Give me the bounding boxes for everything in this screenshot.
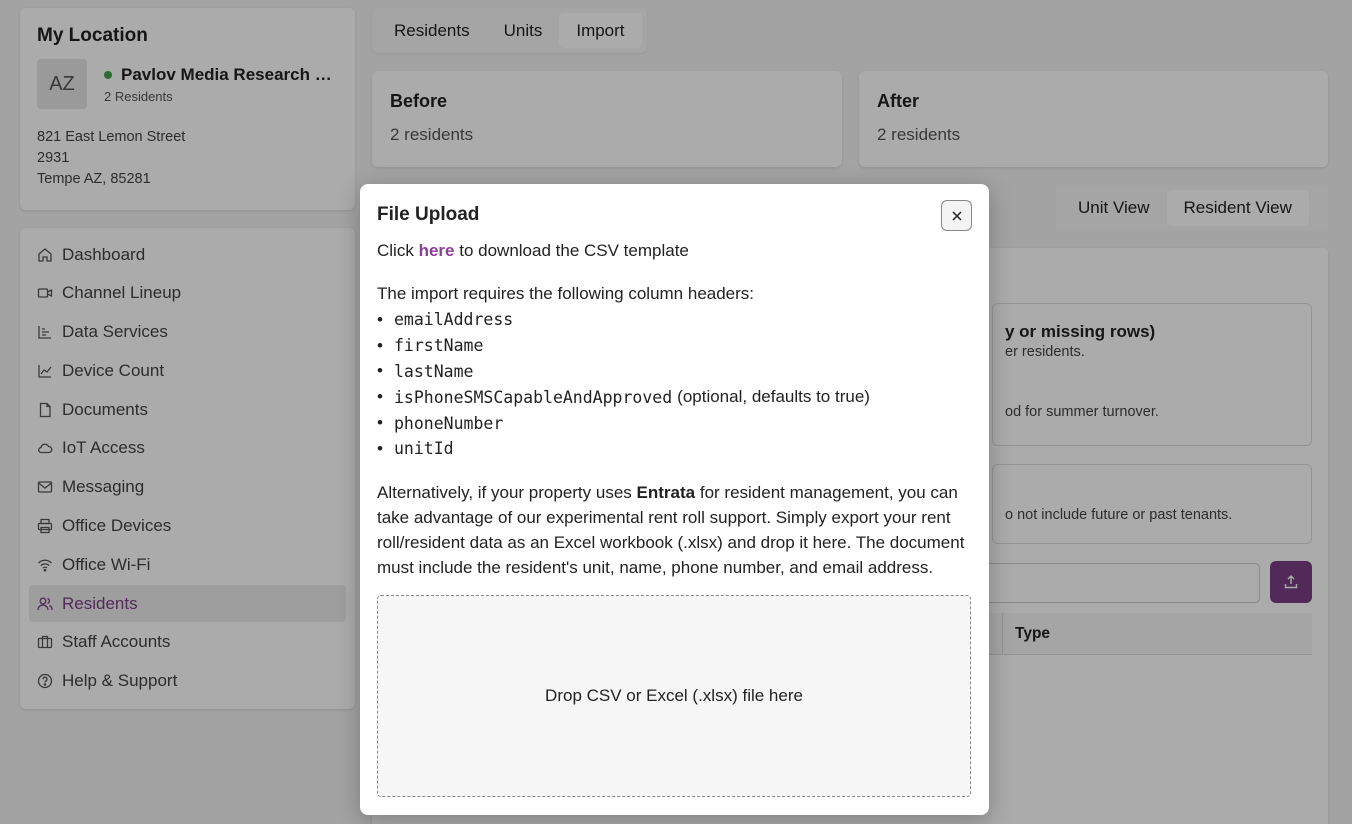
column-header-list: [377, 307, 972, 462]
sidebar-item-label: Residents: [62, 593, 138, 613]
unit-view-button[interactable]: Unit View: [1078, 198, 1150, 217]
sidebar-item-label: Office Devices: [62, 516, 172, 536]
list-item: • isPhoneSMSCapableAndApproved (optional, defaults to true): [377, 387, 870, 407]
location-name[interactable]: Pavlov Media Research a...: [121, 64, 338, 84]
close-icon: [951, 210, 963, 222]
close-button[interactable]: [941, 200, 972, 231]
after-value: 2 residents: [877, 125, 961, 144]
list-item: • phoneNumber: [377, 413, 504, 433]
sidebar-item-label: IoT Access: [62, 438, 145, 458]
file-upload-modal: [360, 184, 989, 815]
list-item: • firstName: [377, 335, 484, 356]
dropzone-label: Drop CSV or Excel (.xlsx) file here: [545, 686, 803, 705]
address-line: 2931: [37, 150, 70, 166]
download-prefix: Click: [377, 241, 414, 260]
tab-import[interactable]: Import: [559, 13, 641, 48]
info-text: er residents.: [1005, 344, 1085, 360]
column-name: phoneNumber: [394, 413, 504, 433]
before-value: 2 residents: [390, 125, 474, 144]
list-item: • lastName: [377, 361, 474, 381]
column-name: firstName: [394, 336, 484, 356]
sidebar-item-label: Messaging: [62, 477, 145, 497]
entrata-prefix: Alternatively, if your property uses: [377, 482, 632, 502]
avatar: AZ: [37, 59, 87, 109]
sidebar-item-label: Channel Lineup: [62, 283, 182, 303]
info-text: od for summer turnover.: [1005, 404, 1159, 420]
entrata-brand: Entrata: [636, 482, 696, 502]
before-title: Before: [390, 91, 448, 111]
after-title: After: [877, 91, 920, 111]
requirements-intro: The import requires the following column headers:: [377, 284, 755, 303]
sidebar-item-label: Staff Accounts: [62, 632, 171, 652]
sidebar-item-label: Office Wi-Fi: [62, 554, 151, 574]
address-line: 821 East Lemon Street: [37, 129, 186, 145]
download-suffix: to download the CSV template: [459, 241, 689, 260]
column-name: isPhoneSMSCapableAndApproved: [394, 387, 673, 407]
resident-count: 2 Residents: [104, 88, 173, 104]
info-heading: y or missing rows): [1005, 322, 1156, 341]
list-item: • unitId: [377, 438, 454, 459]
sidebar-item-label: Help & Support: [62, 671, 178, 691]
download-template-line: [377, 238, 972, 263]
tab-units[interactable]: Units: [503, 21, 543, 40]
info-text: o not include future or past tenants.: [1005, 507, 1233, 523]
sidebar-item-label: Dashboard: [62, 244, 146, 264]
address-line: Tempe AZ, 85281: [37, 171, 151, 187]
tab-residents[interactable]: Residents: [394, 21, 470, 40]
list-item: • emailAddress: [377, 309, 514, 330]
column-name: lastName: [394, 361, 474, 381]
sidebar-item-label: Data Services: [62, 322, 168, 342]
sidebar-item-label: Documents: [62, 399, 148, 419]
download-template-link[interactable]: here: [418, 241, 455, 260]
entrata-suffix: for resident management, you can take advantage of our experimental rent roll support. Simply export your rent roll/resident data as an Excel workbook (.xlsx) and drop it here. The document must include the resident's unit, name, phone number, and email address.: [377, 482, 965, 577]
column-name: emailAddress: [394, 310, 514, 330]
resident-view-button[interactable]: Resident View: [1167, 190, 1309, 226]
entrata-note: [377, 480, 972, 580]
sidebar-item-label: Device Count: [62, 360, 165, 380]
column-header-type[interactable]: Type: [1015, 625, 1051, 642]
modal-title: File Upload: [377, 204, 480, 225]
column-name: unitId: [394, 439, 454, 459]
location-title: My Location: [37, 25, 148, 46]
column-note: (optional, defaults to true): [677, 387, 870, 407]
file-dropzone[interactable]: [377, 595, 971, 797]
